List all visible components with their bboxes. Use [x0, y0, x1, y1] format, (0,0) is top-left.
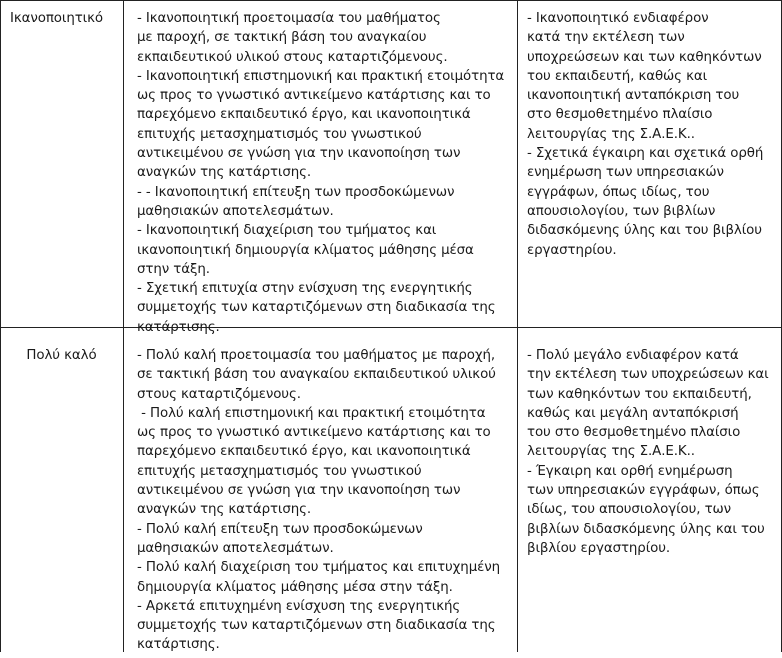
criteria-line: σε τακτική βάση του αναγκαίου εκπαιδευτικού υλικού [137, 367, 496, 383]
criteria-line: - Πολύ καλή επιστημονική και πρακτική ετοιμότητα [137, 405, 486, 421]
criteria-line: - Έγκαιρη και ορθή ενημέρωση [527, 463, 733, 479]
criteria-line: παρεχόμενο εκπαιδευτικό έργο, και ικανοποιητικά [137, 107, 471, 123]
table-row-very-good [0, 328, 782, 658]
criteria-line: επιτυχής μετασχηματισμός του γνωστικού [137, 463, 422, 479]
criteria-line: αντικειμένου σε γνώση για την ικανοποίηση των [137, 146, 461, 162]
criteria-line: ως προς το γνωστικό αντικείμενο κατάρτισης και το [137, 88, 491, 104]
duties-criteria-cell [518, 328, 781, 558]
criteria-line: κατά την εκτέλεση των [527, 30, 685, 46]
criteria-line: στην τάξη. [137, 261, 210, 277]
criteria-line: - Ικανοποιητική επιστημονική και πρακτική ετοιμότητα [137, 68, 505, 84]
criteria-line: των υπηρεσιακών εγγράφων, όπως [527, 483, 760, 499]
criteria-line: διδασκόμενης ύλης και του βιβλίου [527, 223, 762, 239]
criteria-line: - Πολύ καλή επίτευξη των προσδοκώμενων [137, 521, 423, 537]
criteria-line: λειτουργίας της Σ.Α.Ε.Κ.. [527, 126, 695, 142]
criteria-line: - Πολύ μεγάλο ενδιαφέρον κατά [527, 348, 739, 363]
criteria-line: βιβλίων διδασκόμενης ύλης και του [527, 521, 765, 537]
criteria-line: - Σχετικά έγκαιρη και σχετικά ορθή [527, 146, 764, 162]
criteria-line: των καθηκόντων του εκπαιδευτή, [527, 386, 752, 402]
criteria-line: με παροχή, σε τακτική βάση του αναγκαίου [137, 30, 427, 46]
criteria-line: ικανοποιητική δημιουργία κλίματος μάθησης μέσα [137, 242, 474, 258]
teaching-criteria-cell [124, 328, 517, 655]
criteria-line: ως προς το γνωστικό αντικείμενο κατάρτισης και το [137, 425, 491, 441]
criteria-line: υποχρεώσεων και των καθηκόντων [527, 49, 762, 65]
criteria-line: - Ικανοποιητική διαχείριση του τμήματος και [137, 223, 437, 239]
criteria-line: του στο θεσμοθετημένο πλαίσιο [527, 425, 741, 441]
criteria-line: κατάρτισης. [137, 637, 220, 653]
criteria-line: απουσιολογίου, των βιβλίων [527, 203, 716, 219]
criteria-line: - Ικανοποιητική προετοιμασία του μαθήματος [137, 11, 441, 26]
criteria-line: - - Ικανοποιητική επίτευξη των προσδοκώμενων [137, 184, 455, 200]
criteria-line: ικανοποιητική ανταπόκριση του [527, 88, 740, 104]
criteria-line: - Πολύ καλή διαχείριση του τμήματος και επιτυχημένη [137, 560, 501, 576]
rating-label: Ικανοποιητικό [10, 11, 103, 26]
criteria-line: δημιουργία κλίματος μάθησης μέσα στην τάξη. [137, 579, 453, 595]
criteria-line: την εκτέλεση των υποχρεώσεων και [527, 367, 769, 383]
criteria-line: καθώς και μεγάλη ανταπόκρισή [527, 405, 739, 421]
criteria-line: ιδίως, του απουσιολογίου, των [527, 502, 732, 518]
criteria-line: - Αρκετά επιτυχημένη ενίσχυση της ενεργητικής [137, 598, 461, 614]
criteria-line: επιτυχής μετασχηματισμός του γνωστικού [137, 126, 422, 142]
criteria-line: κατάρτισης. [137, 319, 220, 335]
criteria-line: - Σχετική επιτυχία στην ενίσχυση της ενεργητικής [137, 281, 473, 297]
criteria-line: λειτουργίας της Σ.Α.Ε.Κ.. [527, 444, 695, 460]
criteria-line: - Πολύ καλή προετοιμασία του μαθήματος με παροχή, [137, 348, 496, 363]
criteria-line: βιβλίου εργαστηρίου. [527, 540, 671, 556]
criteria-line: αναγκών της κατάρτισης. [137, 502, 312, 518]
rating-label-cell [0, 328, 123, 365]
criteria-line: του εκπαιδευτή, καθώς και [527, 68, 708, 84]
criteria-line: μαθησιακών αποτελεσμάτων. [137, 540, 334, 556]
criteria-line: παρεχόμενο εκπαιδευτικό έργο, και ικανοποιητικά [137, 444, 471, 460]
criteria-line: εργαστηρίου. [527, 242, 617, 258]
criteria-line: ενημέρωση των υπηρεσιακών [527, 165, 724, 181]
criteria-line: εκπαιδευτικού υλικού στους καταρτιζόμενους. [137, 49, 448, 65]
criteria-line: συμμετοχής των καταρτιζόμενων στη διαδικασία της [137, 300, 496, 316]
criteria-line: συμμετοχής των καταρτιζόμενων στη διαδικασία της [137, 618, 496, 634]
table-row-satisfactory [0, 1, 782, 335]
rating-label: Πολύ καλό [26, 348, 97, 363]
criteria-line: αναγκών της κατάρτισης. [137, 165, 312, 181]
criteria-line: στους καταρτιζόμενους. [137, 386, 301, 402]
criteria-line: μαθησιακών αποτελεσμάτων. [137, 203, 334, 219]
teaching-criteria-cell [124, 1, 517, 337]
criteria-line: - Ικανοποιητικό ενδιαφέρον [527, 11, 709, 26]
duties-criteria-cell [518, 1, 781, 260]
criteria-line: στο θεσμοθετημένο πλαίσιο [527, 107, 713, 123]
criteria-line: αντικειμένου σε γνώση για την ικανοποίηση των [137, 483, 461, 499]
rating-label-cell [0, 1, 123, 28]
criteria-line: εγγράφων, όπως ιδίως, του [527, 184, 710, 200]
